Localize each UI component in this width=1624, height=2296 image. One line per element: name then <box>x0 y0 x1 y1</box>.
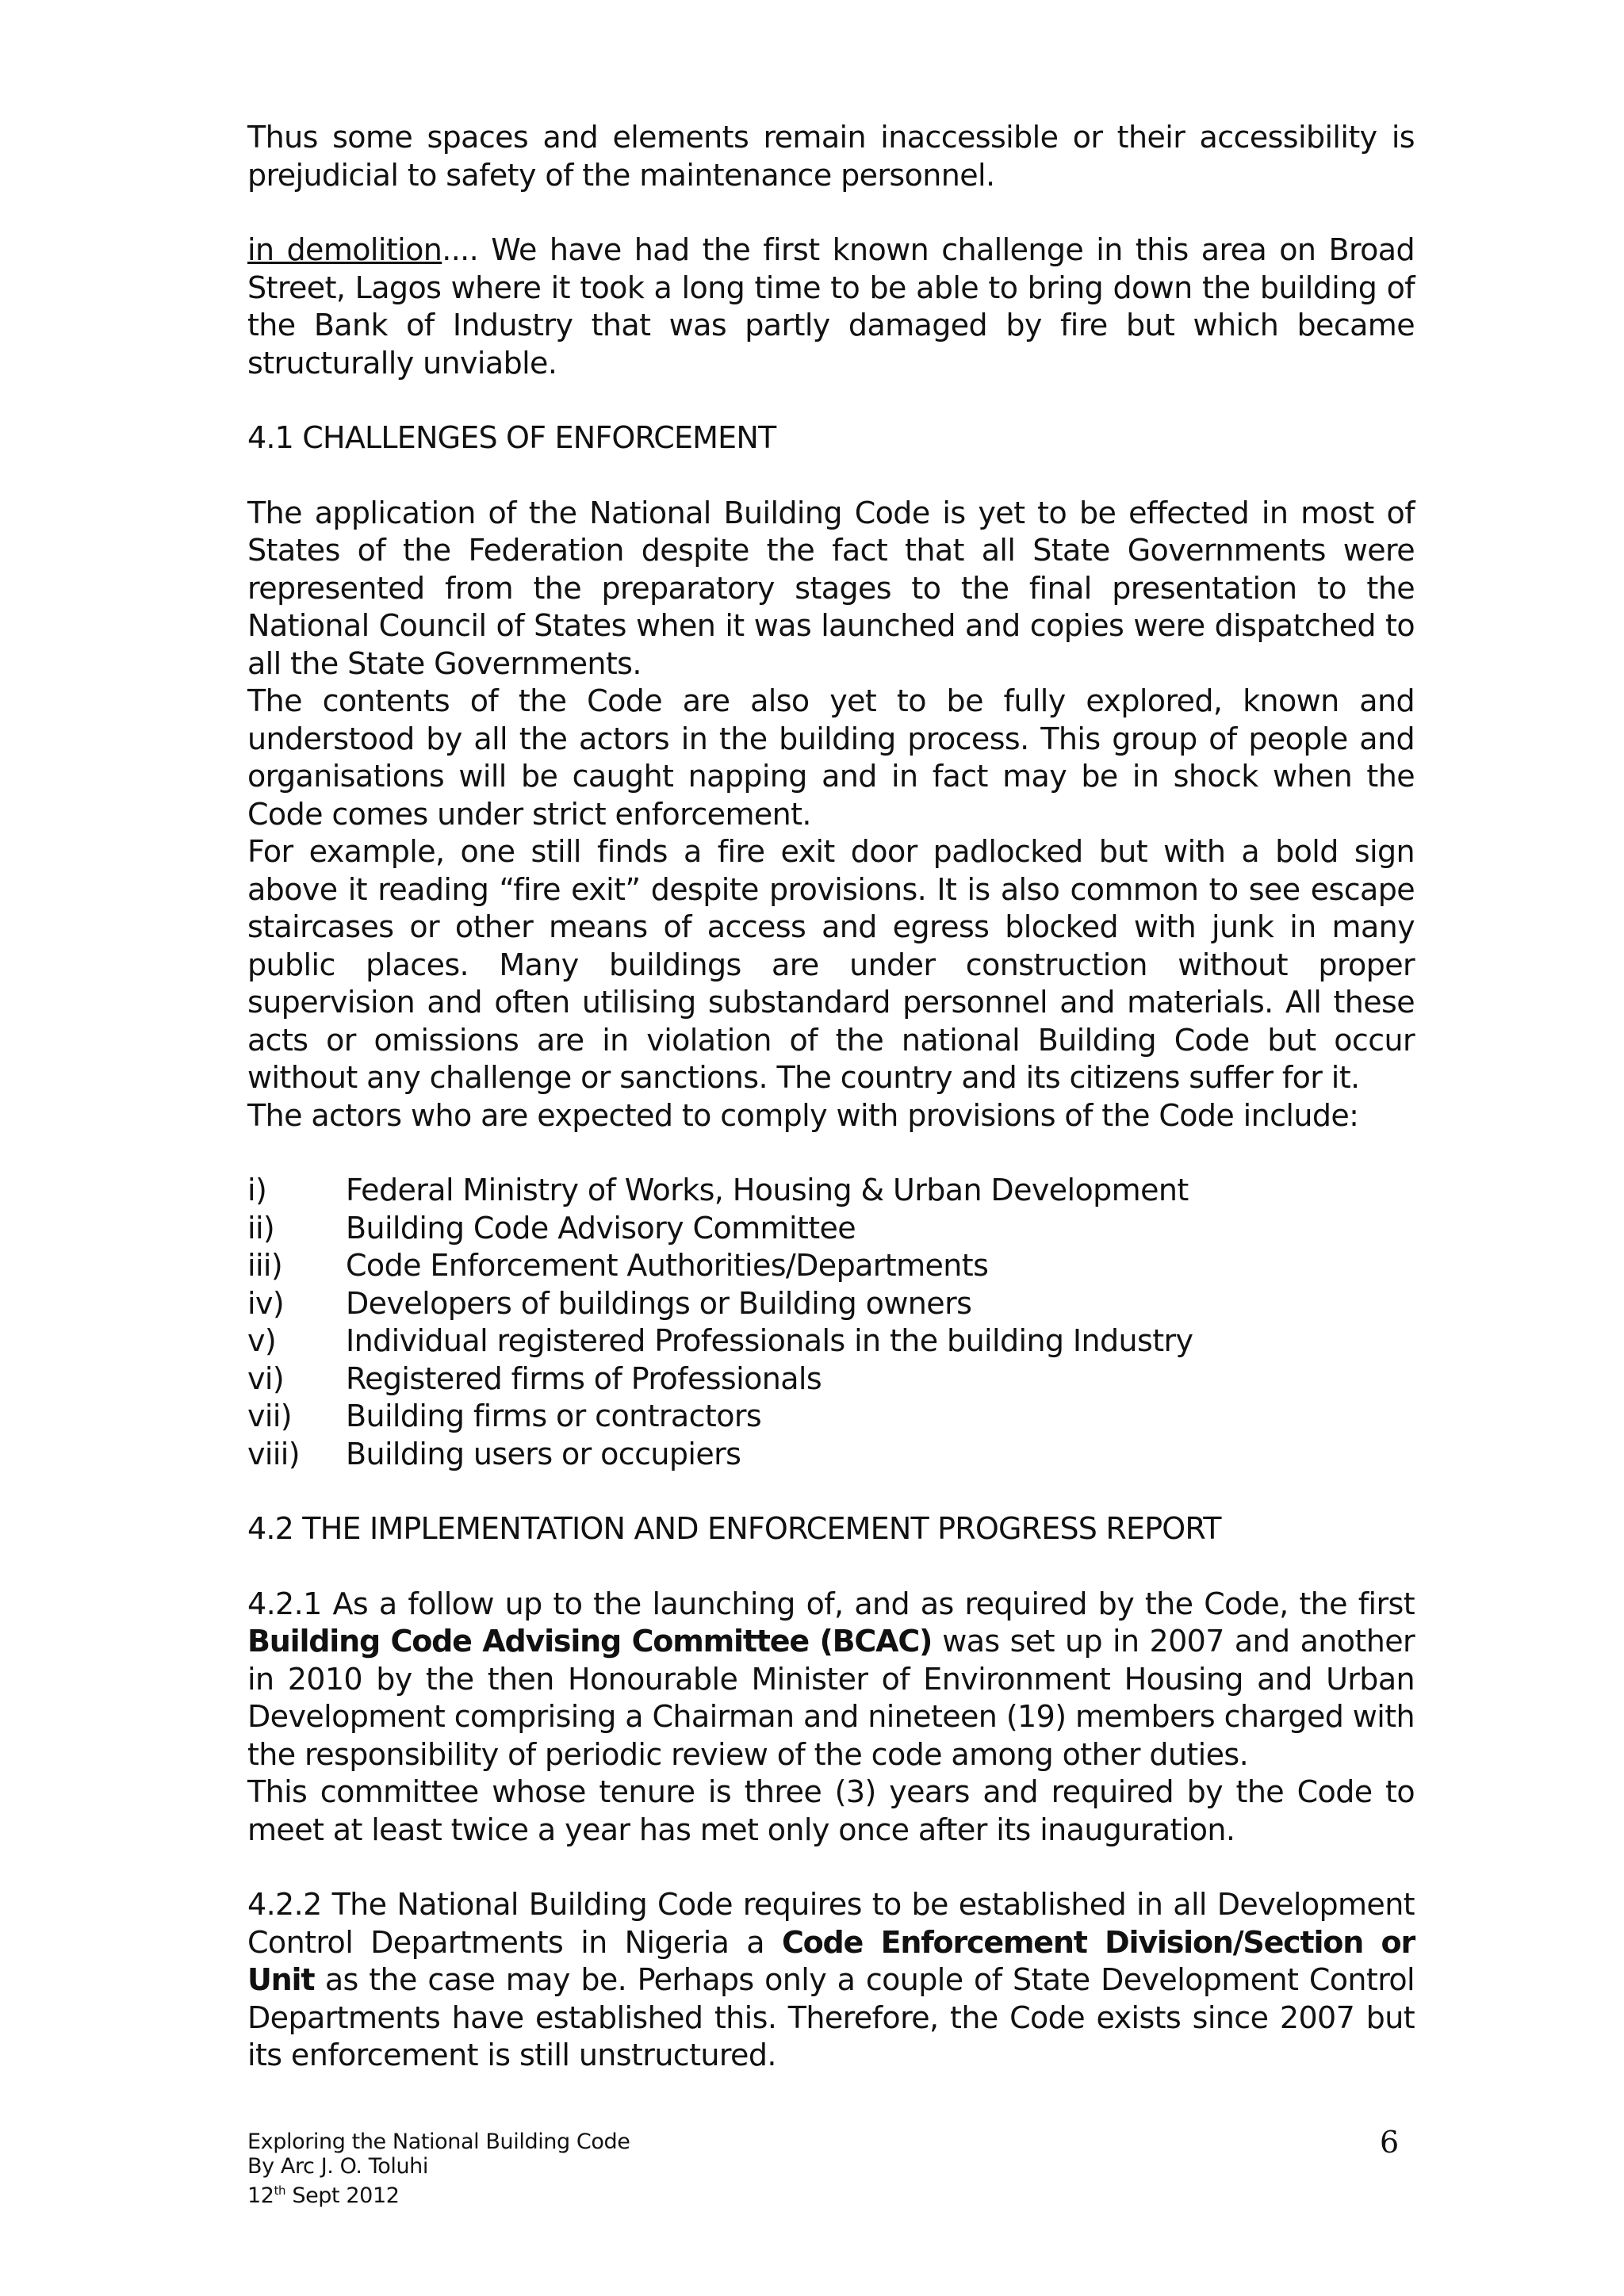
section-4-2-2-text-before: 4.2.2 The National Building Code requires to be established in all Development Control Departments in Nigeria a <box>247 1887 1415 1960</box>
list-item <box>247 1285 1415 1323</box>
footer-date <box>247 2179 1415 2208</box>
demolition-paragraph <box>247 232 1415 382</box>
section-4-2-1-text-before: 4.2.1 As a follow up to the launching of, and as required by the Code, the first <box>247 1586 1415 1621</box>
list-item-text: Building users or occupiers <box>346 1436 741 1471</box>
section-4-1-paragraph-1: The application of the National Building Code is yet to be effected in most of States of the Federation despite the fact that all State Governments were represented from the preparatory stages to the final presentation to the National Council of States when it was launched and copies were dispatched to all the State Governments. <box>247 495 1415 681</box>
list-item-number: vii) <box>247 1399 293 1433</box>
list-item-text: Registered firms of Professionals <box>346 1360 822 1396</box>
list-item <box>247 1322 1415 1360</box>
bcac-name: Building Code Advising Committee (BCAC) <box>247 1624 933 1659</box>
list-item-text: Building firms or contractors <box>346 1399 762 1433</box>
footer-date-rest: Sept 2012 <box>285 2183 400 2208</box>
page-footer <box>247 2130 1415 2208</box>
section-4-1-heading: 4.1 CHALLENGES OF ENFORCEMENT <box>247 420 776 455</box>
footer-author: By Arc J. O. Toluhi <box>247 2154 428 2179</box>
footer-date-suffix: th <box>274 2183 286 2198</box>
list-item <box>247 1398 1415 1436</box>
list-item <box>247 1247 1415 1285</box>
list-item-number: i) <box>247 1173 267 1207</box>
list-item-number: v) <box>247 1323 277 1358</box>
list-item-text: Building Code Advisory Committee <box>346 1210 856 1246</box>
list-item <box>247 1360 1415 1399</box>
list-item-text: Individual registered Professionals in the building Industry <box>346 1323 1193 1358</box>
list-item-number: iii) <box>247 1248 283 1283</box>
footer-title: Exploring the National Building Code <box>247 2130 630 2154</box>
list-item-number: viii) <box>247 1436 300 1471</box>
list-item-text: Code Enforcement Authorities/Departments <box>346 1248 989 1283</box>
list-item <box>247 1436 1415 1474</box>
page-number: 6 <box>1380 2125 1400 2160</box>
section-4-1-paragraph-2: The contents of the Code are also yet to be fully explored, known and understood by all the actors in the building process. This group of people and organisations will be caught napping and in fact may be in shock when the Code comes under strict enforcement. <box>247 683 1415 832</box>
enforcement-division-name: Code Enforcement Division/Section or Unit <box>247 1924 1415 1997</box>
section-4-2-1-paragraph <box>247 1586 1415 1774</box>
list-item-text: Developers of buildings or Building owners <box>346 1285 972 1321</box>
section-4-1-paragraph-3: For example, one still finds a fire exit door padlocked but with a bold sign above it reading “fire exit” despite provisions. It is also common to see escape staircases or other means of access and egress blocked with junk in many public places. Many buildings are under construction without proper supervision and often utilising substandard personnel and materials. All these acts or omissions are in violation of the national Building Code but occur without any challenge or sanctions. The country and its citizens suffer for it. <box>247 834 1415 1095</box>
page-body <box>247 119 1415 2075</box>
list-item-number: iv) <box>247 1285 285 1321</box>
section-4-2-1-text-after: was set up in 2007 and another in 2010 by the then Honourable Minister of Environment Housing and Urban Development comprising a Chairman and nineteen (19) members charged with the responsibility of periodic review of the code among other duties. <box>247 1624 1415 1772</box>
section-4-2-heading: 4.2 THE IMPLEMENTATION AND ENFORCEMENT PROGRESS REPORT <box>247 1511 1221 1546</box>
list-item-number: ii) <box>247 1210 275 1246</box>
demolition-text: .... We have had the first known challenge in this area on Broad Street, Lagos where it took a long time to be able to bring down the building of the Bank of Industry that was partly damaged by fire but which became structurally unviable. <box>247 232 1415 381</box>
section-4-1-paragraph-4: The actors who are expected to comply with provisions of the Code include: <box>247 1097 1359 1133</box>
list-item-number: vi) <box>247 1360 285 1396</box>
list-item <box>247 1172 1415 1210</box>
list-item-text: Federal Ministry of Works, Housing & Urban Development <box>346 1173 1189 1207</box>
section-4-2-committee-paragraph: This committee whose tenure is three (3) years and required by the Code to meet at least twice a year has met only once after its inauguration. <box>247 1774 1415 1847</box>
section-4-2-2-paragraph <box>247 1886 1415 2075</box>
intro-paragraph: Thus some spaces and elements remain inaccessible or their accessibility is prejudicial to safety of the maintenance personnel. <box>247 120 1415 193</box>
footer-date-day: 12 <box>247 2183 274 2208</box>
actors-list <box>247 1172 1415 1473</box>
demolition-label: in demolition <box>247 232 442 267</box>
list-item <box>247 1210 1415 1248</box>
section-4-2-2-text-after: as the case may be. Perhaps only a couple of State Development Control Departments have established this. Therefore, the Code exists since 2007 but its enforcement is still unstructured. <box>247 1962 1415 2072</box>
